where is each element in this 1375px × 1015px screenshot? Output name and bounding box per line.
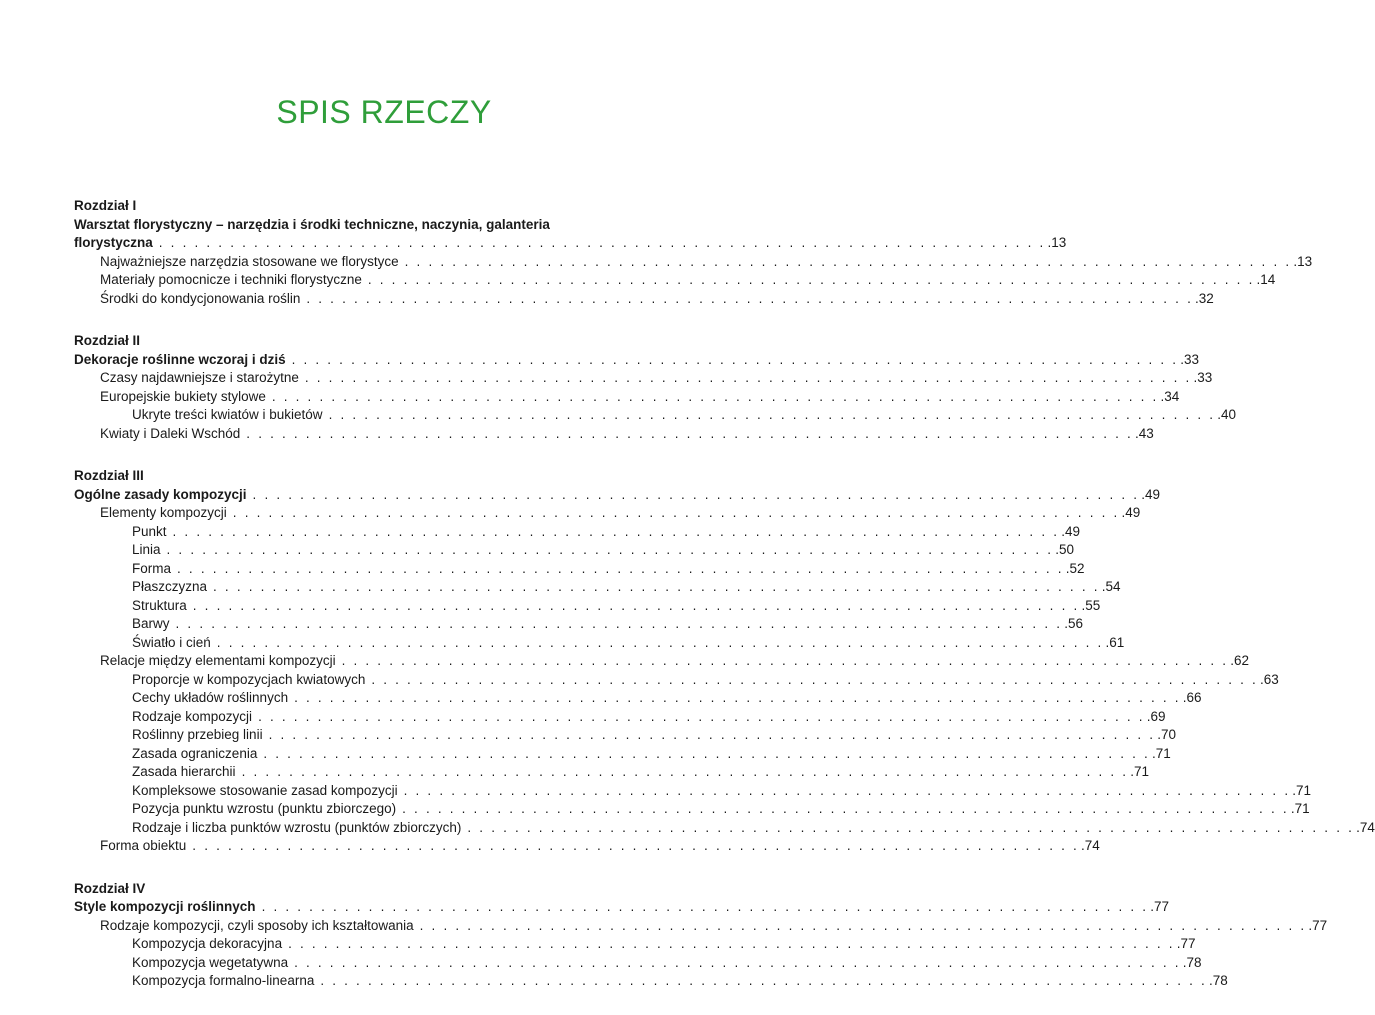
toc-entry-text: Punkt <box>132 523 167 539</box>
page-number: .55 <box>1081 597 1101 613</box>
page-number: .74 <box>1080 838 1100 853</box>
leader-dots: . . . . . . . . . . . . . . . . . . . . . . . . . . . . . . . . . . . . . . . . . . . . . . . . . . . . . . . . . . . . . . . . . . . . . . . . . . . <box>304 370 1192 385</box>
toc-entry-text: Linia <box>132 542 161 557</box>
toc-entry-text: Relacje między elementami kompozycji <box>100 653 336 668</box>
toc-entry <box>74 271 1276 290</box>
leader-dots: . . . . . . . . . . . . . . . . . . . . . . . . . . . . . . . . . . . . . . . . . . . . . . . . . . . . . . . . . . . . . . . . . . . . . . . . . . . <box>271 388 1159 404</box>
page-number: .43 <box>1134 425 1154 441</box>
toc-entry-text: Zasada ograniczenia <box>132 745 258 761</box>
leader-dots: . . . . . . . . . . . . . . . . . . . . . . . . . . . . . . . . . . . . . . . . . . . . . . . . . . . . . . . . . . . . . . . . . . . . . . . . . . . <box>341 653 1229 668</box>
page-number: .70 <box>1157 727 1177 742</box>
chapter-heading <box>74 351 1200 370</box>
toc-entry <box>74 954 1202 973</box>
table-of-contents <box>74 197 1375 1015</box>
toc-entry-text: Forma <box>132 560 172 576</box>
toc-entry-text: Rodzaje kompozycji, czyli sposoby ich kształtowania <box>100 917 414 933</box>
toc-entry <box>74 917 1328 936</box>
toc-entry <box>74 615 1083 634</box>
chapter-heading-text: Dekoracje roślinne wczoraj i dziś <box>74 351 286 367</box>
page-number: .56 <box>1064 616 1083 631</box>
toc-entry-text: Kompleksowe stosowanie zasad kompozycji <box>132 782 398 798</box>
toc-entry-text: Forma obiektu <box>100 838 187 853</box>
page-number: .13 <box>1047 235 1067 250</box>
leader-dots: . . . . . . . . . . . . . . . . . . . . . . . . . . . . . . . . . . . . . . . . . . . . . . . . . . . . . . . . . . . . . . . . . . . . . . . . . . . <box>158 235 1046 250</box>
toc-entry <box>74 708 1166 727</box>
leader-dots: . . . . . . . . . . . . . . . . . . . . . . . . . . . . . . . . . . . . . . . . . . . . . . . . . . . . . . . . . . . . . . . . . . . . . . . . . . . <box>175 616 1063 631</box>
page-number: .66 <box>1182 690 1202 705</box>
page-number: .71 <box>1130 764 1150 779</box>
leader-dots: . . . . . . . . . . . . . . . . . . . . . . . . . . . . . . . . . . . . . . . . . . . . . . . . . . . . . . . . . . . . . . . . . . . . . . . . . . . <box>404 253 1292 269</box>
page-number: .78 <box>1182 954 1202 970</box>
toc-entry-text: Światło i cień <box>132 634 211 650</box>
leader-dots: . . . . . . . . . . . . . . . . . . . . . . . . . . . . . . . . . . . . . . . . . . . . . . . . . . . . . . . . . . . . . . . . . . . . . . . . . . . <box>263 745 1151 761</box>
page-number: .33 <box>1180 351 1200 367</box>
leader-dots: . . . . . . . . . . . . . . . . . . . . . . . . . . . . . . . . . . . . . . . . . . . . . . . . . . . . . . . . . . . . . . . . . . . . . . . . . . . <box>177 560 1064 576</box>
page-number: .50 <box>1055 542 1074 557</box>
toc-entry-text: Kompozycja dekoracyjna <box>132 936 283 951</box>
leader-dots: . . . . . . . . . . . . . . . . . . . . . . . . . . . . . . . . . . . . . . . . . . . . . . . . . . . . . . . . . . . . . . . . . . . . . . . . . . . <box>216 634 1104 650</box>
chapter-section <box>74 197 1313 308</box>
leader-dots: . . . . . . . . . . . . . . . . . . . . . . . . . . . . . . . . . . . . . . . . . . . . . . . . . . . . . . . . . . . . . . . . . . . . . . . . . . . <box>328 407 1216 422</box>
chapter-section <box>74 332 1237 443</box>
leader-dots: . . . . . . . . . . . . . . . . . . . . . . . . . . . . . . . . . . . . . . . . . . . . . . . . . . . . . . . . . . . . . . . . . . . . . . . . . . . <box>258 708 1145 724</box>
toc-entry-text: Pozycja punktu wzrostu (punktu zbiorczego) <box>132 801 397 816</box>
page-title: SPIS RZECZY <box>276 94 492 130</box>
page-number: .52 <box>1065 560 1085 576</box>
toc-entry <box>74 406 1237 425</box>
leader-dots: . . . . . . . . . . . . . . . . . . . . . . . . . . . . . . . . . . . . . . . . . . . . . . . . . . . . . . . . . . . . . . . . . . . . . . . . . . . <box>419 917 1307 933</box>
toc-entry <box>74 671 1279 690</box>
toc-entry <box>74 689 1202 708</box>
page-number: .54 <box>1101 579 1121 594</box>
page-number: .49 <box>1121 505 1141 520</box>
chapter-heading <box>74 898 1170 917</box>
leader-dots: . . . . . . . . . . . . . . . . . . . . . . . . . . . . . . . . . . . . . . . . . . . . . . . . . . . . . . . . . . . . . . . . . . . . . . . . . . . <box>172 523 1060 539</box>
leader-dots: . . . . . . . . . . . . . . . . . . . . . . . . . . . . . . . . . . . . . . . . . . . . . . . . . . . . . . . . . . . . . . . . . . . . . . . . . . . <box>367 272 1255 287</box>
toc-entry <box>74 523 1080 542</box>
page-number: .77 <box>1308 917 1328 933</box>
toc-entry <box>74 837 1100 856</box>
page-number: .74 <box>1356 819 1375 835</box>
leader-dots: . . . . . . . . . . . . . . . . . . . . . . . . . . . . . . . . . . . . . . . . . . . . . . . . . . . . . . . . . . . . . . . . . . . . . . . . . . . <box>261 899 1149 914</box>
chapter-heading-text: florystyczna <box>74 235 153 250</box>
toc-entry <box>74 597 1101 616</box>
toc-entry-text: Rodzaje kompozycji <box>132 708 253 724</box>
chapter-label: Rozdział IV <box>74 880 146 896</box>
toc-entry-text: Środki do kondycjonowania roślin <box>100 290 301 306</box>
toc-entry-text: Najważniejsze narzędzia stosowane we florystyce <box>100 253 399 269</box>
chapter-heading <box>74 234 1067 253</box>
toc-entry <box>74 935 1196 954</box>
toc-entry-text: Płaszczyzna <box>132 579 208 594</box>
chapter-label: Rozdział III <box>74 468 144 483</box>
leader-dots: . . . . . . . . . . . . . . . . . . . . . . . . . . . . . . . . . . . . . . . . . . . . . . . . . . . . . . . . . . . . . . . . . . . . . . . . . . . <box>294 690 1181 705</box>
page-number: .14 <box>1256 272 1276 287</box>
leader-dots: . . . . . . . . . . . . . . . . . . . . . . . . . . . . . . . . . . . . . . . . . . . . . . . . . . . . . . . . . . . . . . . . . . . . . . . . . . . <box>246 425 1133 441</box>
leader-dots: . . . . . . . . . . . . . . . . . . . . . . . . . . . . . . . . . . . . . . . . . . . . . . . . . . . . . . . . . . . . . . . . . . . . . . . . . . . <box>291 351 1179 367</box>
toc-entry <box>74 634 1125 653</box>
chapter-heading-text: Ogólne zasady kompozycji <box>74 486 247 502</box>
toc-entry <box>74 782 1312 801</box>
leader-dots: . . . . . . . . . . . . . . . . . . . . . . . . . . . . . . . . . . . . . . . . . . . . . . . . . . . . . . . . . . . . . . . . . . . . . . . . . . . <box>166 542 1054 557</box>
leader-dots: . . . . . . . . . . . . . . . . . . . . . . . . . . . . . . . . . . . . . . . . . . . . . . . . . . . . . . . . . . . . . . . . . . . . . . . . . . . <box>213 579 1100 594</box>
page-number: .69 <box>1146 708 1166 724</box>
toc-entry <box>74 253 1313 272</box>
chapter-section <box>74 880 1328 991</box>
toc-entry <box>74 369 1213 388</box>
toc-entry-text: Rodzaje i liczba punktów wzrostu (punktów zbiorczych) <box>132 819 462 835</box>
leader-dots: . . . . . . . . . . . . . . . . . . . . . . . . . . . . . . . . . . . . . . . . . . . . . . . . . . . . . . . . . . . . . . . . . . . . . . . . . . . <box>306 290 1194 306</box>
toc-entry <box>74 800 1310 819</box>
leader-dots: . . . . . . . . . . . . . . . . . . . . . . . . . . . . . . . . . . . . . . . . . . . . . . . . . . . . . . . . . . . . . . . . . . . . . . . . . . . <box>294 954 1181 970</box>
page-number: .40 <box>1217 407 1237 422</box>
page-number: .77 <box>1150 899 1170 914</box>
chapter-label: Rozdział I <box>74 198 137 213</box>
page-number: .61 <box>1105 634 1125 650</box>
page-number: .63 <box>1260 671 1279 687</box>
leader-dots: . . . . . . . . . . . . . . . . . . . . . . . . . . . . . . . . . . . . . . . . . . . . . . . . . . . . . . . . . . . . . . . . . . . . . . . . . . . <box>232 505 1120 520</box>
toc-entry <box>74 726 1177 745</box>
toc-entry <box>74 425 1154 444</box>
leader-dots: . . . . . . . . . . . . . . . . . . . . . . . . . . . . . . . . . . . . . . . . . . . . . . . . . . . . . . . . . . . . . . . . . . . . . . . . . . . <box>252 486 1140 502</box>
page-number: .33 <box>1193 370 1213 385</box>
toc-entry <box>74 745 1171 764</box>
page-number: .71 <box>1152 745 1171 761</box>
chapter-title-line: Warsztat florystyczny – narzędzia i środki techniczne, naczynia, galanteria <box>74 216 550 232</box>
page-number: .78 <box>1209 973 1228 988</box>
page-number: .71 <box>1292 782 1312 798</box>
leader-dots: . . . . . . . . . . . . . . . . . . . . . . . . . . . . . . . . . . . . . . . . . . . . . . . . . . . . . . . . . . . . . . . . . . . . . . . . . . . <box>192 597 1080 613</box>
toc-entry <box>74 972 1228 991</box>
chapter-label: Rozdział II <box>74 333 141 348</box>
leader-dots: . . . . . . . . . . . . . . . . . . . . . . . . . . . . . . . . . . . . . . . . . . . . . . . . . . . . . . . . . . . . . . . . . . . . . . . . . . . <box>402 801 1289 816</box>
toc-entry <box>74 819 1375 838</box>
toc-entry <box>74 388 1180 407</box>
toc-entry <box>74 652 1250 671</box>
page-number: .49 <box>1061 523 1080 539</box>
leader-dots: . . . . . . . . . . . . . . . . . . . . . . . . . . . . . . . . . . . . . . . . . . . . . . . . . . . . . . . . . . . . . . . . . . . . . . . . . . . <box>241 764 1129 779</box>
leader-dots: . . . . . . . . . . . . . . . . . . . . . . . . . . . . . . . . . . . . . . . . . . . . . . . . . . . . . . . . . . . . . . . . . . . . . . . . . . . <box>467 819 1355 835</box>
toc-entry-text: Materiały pomocnicze i techniki florystyczne <box>100 272 362 287</box>
chapter-heading-text: Style kompozycji roślinnych <box>74 899 256 914</box>
leader-dots: . . . . . . . . . . . . . . . . . . . . . . . . . . . . . . . . . . . . . . . . . . . . . . . . . . . . . . . . . . . . . . . . . . . . . . . . . . . <box>320 973 1208 988</box>
toc-entry-text: Zasada hierarchii <box>132 764 236 779</box>
toc-entry-text: Barwy <box>132 616 170 631</box>
toc-entry-text: Ukryte treści kwiatów i bukietów <box>132 407 323 422</box>
page-number: .13 <box>1293 253 1313 269</box>
chapter-heading <box>74 486 1160 505</box>
leader-dots: . . . . . . . . . . . . . . . . . . . . . . . . . . . . . . . . . . . . . . . . . . . . . . . . . . . . . . . . . . . . . . . . . . . . . . . . . . . <box>268 727 1156 742</box>
toc-entry-text: Kompozycja wegetatywna <box>132 954 289 970</box>
toc-entry-text: Czasy najdawniejsze i starożytne <box>100 370 299 385</box>
page-number: .34 <box>1160 388 1180 404</box>
page-number: .71 <box>1290 801 1310 816</box>
toc-entry <box>74 578 1121 597</box>
page-number: .49 <box>1141 486 1160 502</box>
toc-entry <box>74 541 1074 560</box>
toc-entry-text: Europejskie bukiety stylowe <box>100 388 266 404</box>
leader-dots: . . . . . . . . . . . . . . . . . . . . . . . . . . . . . . . . . . . . . . . . . . . . . . . . . . . . . . . . . . . . . . . . . . . . . . . . . . . <box>371 671 1259 687</box>
page-number: .32 <box>1195 290 1214 306</box>
toc-entry <box>74 504 1141 523</box>
chapter-section <box>74 467 1375 856</box>
toc-entry <box>74 763 1150 782</box>
toc-entry-text: Struktura <box>132 597 187 613</box>
toc-entry <box>74 290 1214 309</box>
toc-entry-text: Elementy kompozycji <box>100 505 227 520</box>
page-number: .77 <box>1176 936 1196 951</box>
toc-entry <box>74 560 1085 579</box>
page-number: .62 <box>1230 653 1250 668</box>
leader-dots: . . . . . . . . . . . . . . . . . . . . . . . . . . . . . . . . . . . . . . . . . . . . . . . . . . . . . . . . . . . . . . . . . . . . . . . . . . . <box>192 838 1079 853</box>
toc-entry-text: Roślinny przebieg linii <box>132 727 263 742</box>
leader-dots: . . . . . . . . . . . . . . . . . . . . . . . . . . . . . . . . . . . . . . . . . . . . . . . . . . . . . . . . . . . . . . . . . . . . . . . . . . . <box>288 936 1175 951</box>
toc-entry-text: Kwiaty i Daleki Wschód <box>100 425 241 441</box>
leader-dots: . . . . . . . . . . . . . . . . . . . . . . . . . . . . . . . . . . . . . . . . . . . . . . . . . . . . . . . . . . . . . . . . . . . . . . . . . . . <box>403 782 1291 798</box>
toc-entry-text: Proporcje w kompozycjach kwiatowych <box>132 671 366 687</box>
toc-entry-text: Kompozycja formalno-linearna <box>132 973 315 988</box>
toc-entry-text: Cechy układów roślinnych <box>132 690 289 705</box>
